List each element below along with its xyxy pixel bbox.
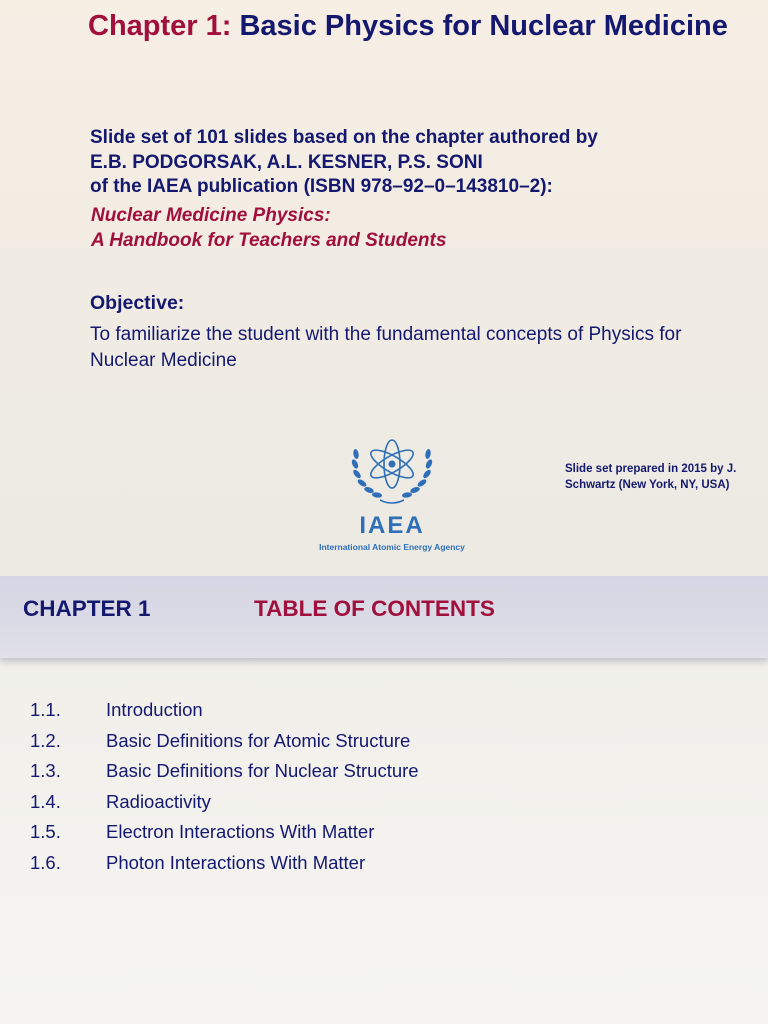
toc-item[interactable] [30,760,730,791]
toc-header [0,576,768,658]
publication-title [91,203,751,253]
toc-slide [0,576,768,1024]
toc-item-number: 1.4. [30,790,61,812]
toc-item-text: Electron Interactions With Matter [106,821,375,842]
toc-item-number: 1.5. [30,821,61,842]
chapter-label: CHAPTER 1 [23,596,151,621]
slide-set-description [90,126,750,200]
toc-item-number: 1.1. [30,699,61,720]
toc-item-text: Basic Definitions for Atomic Structure [106,729,411,751]
toc-item[interactable] [30,791,730,822]
toc-item[interactable] [30,852,730,883]
toc-item-text: Radioactivity [106,790,211,812]
subtitle-line: of the IAEA publication (ISBN 978–92–0–143810–2): [90,176,553,197]
subtitle-line: E.B. PODGORSAK, A.L. KESNER, P.S. SONI [90,151,483,173]
iaea-logo-name: IAEA [359,512,425,539]
objective-text: To familiarize the student with the fundamental concepts of Physics for Nuclear Medicine [90,324,682,371]
toc-item[interactable] [30,821,730,852]
toc-item[interactable] [30,699,730,730]
objective-label: Objective: [90,292,185,314]
slide-title [88,6,748,46]
toc-list [30,699,730,882]
iaea-logo-full-name: International Atomic Energy Agency [319,542,465,552]
publication-line: Nuclear Medicine Physics: [91,205,331,226]
publication-line: A Handbook for Teachers and Students [91,230,447,251]
toc-item-text: Introduction [106,699,203,720]
subtitle-line: Slide set of 101 slides based on the chapter authored by [90,127,598,148]
iaea-logo [306,428,478,554]
toc-title: TABLE OF CONTENTS [254,596,495,621]
toc-item-number: 1.3. [30,760,61,781]
title-main-text: Basic Physics for Nuclear Medicine [239,10,728,42]
toc-item-number: 1.6. [30,851,61,873]
prepared-by-note: Slide set prepared in 2015 by J. Schwartz (New York, NY, USA) [565,463,737,491]
iaea-emblem-icon [342,428,442,508]
toc-item-text: Photon Interactions With Matter [106,851,366,873]
toc-item-number: 1.2. [30,729,61,751]
toc-item-text: Basic Definitions for Nuclear Structure [106,760,419,781]
toc-item[interactable] [30,730,730,761]
title-chapter-prefix: Chapter 1: [88,10,232,42]
